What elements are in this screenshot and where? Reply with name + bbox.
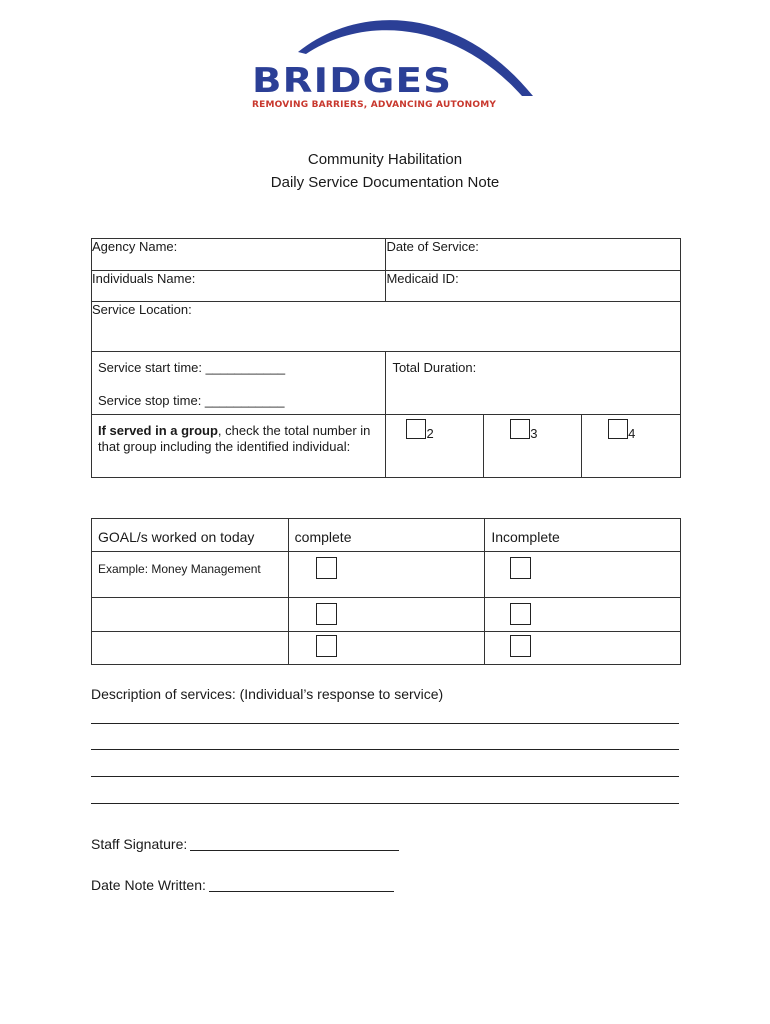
goal-row-2-complete[interactable] [288, 598, 485, 632]
checkbox-4[interactable] [608, 419, 628, 439]
service-location-label: Service Location: [92, 302, 192, 317]
goal-example-label: Example: Money Management [98, 562, 261, 576]
group-size-option-3[interactable] [484, 415, 582, 478]
bridges-logo [248, 14, 538, 110]
goals-header-cell [92, 519, 289, 552]
document-subtitle: Daily Service Documentation Note [270, 174, 500, 191]
incomplete-checkbox-1[interactable] [510, 557, 531, 579]
complete-header-cell [288, 519, 485, 552]
date-written-field[interactable] [209, 877, 394, 892]
total-duration-label: Total Duration: [392, 360, 477, 375]
service-stop-time-label: Service stop time: ___________ [98, 393, 285, 408]
group-size-label-4: 4 [628, 426, 636, 441]
group-instruction-bold: If served in a group [98, 423, 218, 438]
document-title: Community Habilitation [307, 151, 463, 168]
description-line-4[interactable] [91, 803, 679, 804]
goal-row-3-complete[interactable] [288, 632, 485, 665]
logo-tagline: REMOVING BARRIERS, ADVANCING AUTONOMY [252, 100, 497, 110]
goal-row-1-text[interactable] [92, 552, 289, 598]
group-size-label-3: 3 [530, 426, 538, 441]
staff-signature-row [91, 836, 399, 852]
goal-row-2-text[interactable] [92, 598, 289, 632]
goals-table [91, 518, 681, 665]
incomplete-checkbox-3[interactable] [510, 635, 531, 657]
description-line-1[interactable] [91, 723, 679, 724]
goal-row-2-incomplete[interactable] [485, 598, 681, 632]
date-of-service-field[interactable] [386, 239, 681, 271]
complete-header: complete [294, 529, 352, 545]
individuals-name-field[interactable] [92, 271, 386, 302]
goals-header: GOAL/s worked on today [98, 529, 255, 545]
staff-signature-field[interactable] [190, 836, 399, 851]
staff-signature-label: Staff Signature: [91, 836, 188, 852]
description-line-2[interactable] [91, 749, 679, 750]
complete-checkbox-2[interactable] [316, 603, 337, 625]
service-info-table [91, 238, 681, 478]
checkbox-2[interactable] [406, 419, 426, 439]
date-of-service-label: Date of Service: [386, 239, 479, 254]
agency-name-field[interactable] [92, 239, 386, 271]
group-size-option-2[interactable] [386, 415, 484, 478]
date-written-row [91, 877, 394, 893]
group-size-label-2: 2 [426, 426, 434, 441]
goal-row-3-incomplete[interactable] [485, 632, 681, 665]
description-label: Description of services: (Individual’s response to service) [91, 686, 444, 702]
goal-row-3-text[interactable] [92, 632, 289, 665]
total-duration-field[interactable] [386, 352, 681, 415]
logo-wordmark: BRIDGES [252, 61, 453, 101]
description-line-3[interactable] [91, 776, 679, 777]
service-location-field[interactable] [92, 302, 681, 352]
service-times-cell[interactable] [92, 352, 386, 415]
incomplete-header-cell [485, 519, 681, 552]
service-start-time-label: Service start time: ___________ [98, 360, 286, 375]
group-size-option-4[interactable] [582, 415, 681, 478]
complete-checkbox-1[interactable] [316, 557, 337, 579]
goal-row-1-complete[interactable] [288, 552, 485, 598]
agency-name-label: Agency Name: [92, 239, 178, 254]
complete-checkbox-3[interactable] [316, 635, 337, 657]
incomplete-header: Incomplete [491, 529, 560, 545]
incomplete-checkbox-2[interactable] [510, 603, 531, 625]
date-written-label: Date Note Written: [91, 877, 206, 893]
medicaid-id-label: Medicaid ID: [386, 271, 459, 286]
medicaid-id-field[interactable] [386, 271, 681, 302]
individuals-name-label: Individuals Name: [92, 271, 196, 286]
checkbox-3[interactable] [510, 419, 530, 439]
group-instruction-cell [92, 415, 386, 478]
group-instruction-text: , check the total number in that group including the identified individual: [98, 423, 371, 454]
goal-row-1-incomplete[interactable] [485, 552, 681, 598]
